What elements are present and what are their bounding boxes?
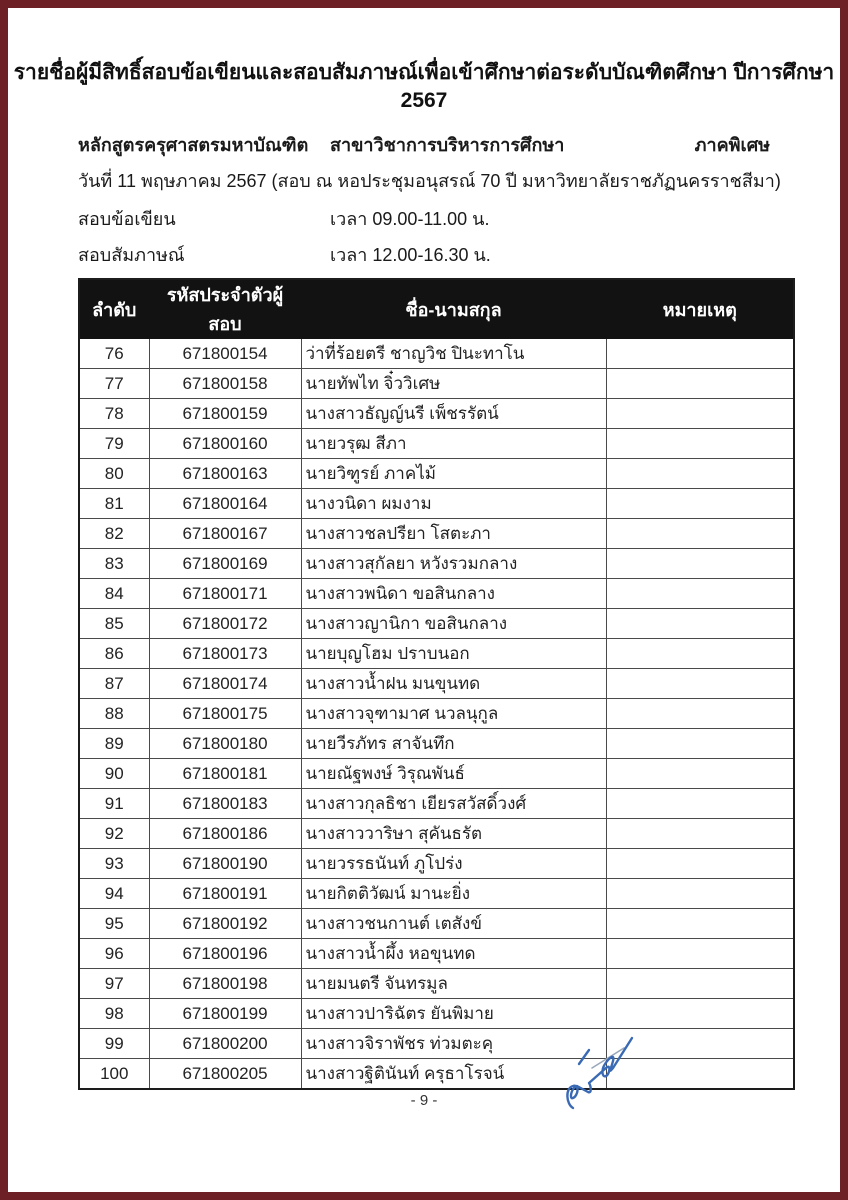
exam-date-line: วันที่ 11 พฤษภาคม 2567 (สอบ ณ หอประชุมอนุสรณ์ 70 ปี มหาวิทยาลัยราชภัฏนครราชสีมา) (78, 171, 781, 191)
name-cell: นางสาวน้ำผึ้ง หอขุนทด (301, 939, 606, 969)
name-cell: นายกิตติวัฒน์ มานะยิ่ง (301, 879, 606, 909)
table-row (79, 1029, 794, 1059)
remark-cell (606, 549, 794, 579)
row-number-cell: 90 (79, 759, 149, 789)
exam-id-cell: 671800181 (149, 759, 301, 789)
remark-cell (606, 639, 794, 669)
table-row (79, 789, 794, 819)
table-row (79, 459, 794, 489)
table-row (79, 519, 794, 549)
name-cell: นายวรุฒ สีภา (301, 429, 606, 459)
row-number-cell: 79 (79, 429, 149, 459)
table-header-row (79, 279, 794, 339)
row-number-cell: 78 (79, 399, 149, 429)
row-number-cell: 88 (79, 699, 149, 729)
exam-id-cell: 671800171 (149, 579, 301, 609)
remark-cell (606, 429, 794, 459)
written-exam-label: สอบข้อเขียน (78, 209, 176, 229)
exam-id-cell: 671800175 (149, 699, 301, 729)
name-cell: นายวรรธนันท์ ภูโปร่ง (301, 849, 606, 879)
name-cell: นางสาวชลปรียา โสตะภา (301, 519, 606, 549)
name-cell: นางสาวจิราพัชร ท่วมตะคุ (301, 1029, 606, 1059)
name-cell: นางสาวญานิกา ขอสินกลาง (301, 609, 606, 639)
name-cell: นางวนิดา ผมงาม (301, 489, 606, 519)
exam-id-cell: 671800167 (149, 519, 301, 549)
name-cell: นางสาวปาริฉัตร ยันพิมาย (301, 999, 606, 1029)
page-number: - 9 - (410, 1092, 438, 1109)
row-number-cell: 100 (79, 1059, 149, 1090)
table-row (79, 639, 794, 669)
program-line (78, 130, 770, 159)
interview-exam-line (78, 240, 770, 269)
name-cell: นายบุญโฮม ปราบนอก (301, 639, 606, 669)
remark-cell (606, 909, 794, 939)
table-row (79, 849, 794, 879)
table-row (79, 579, 794, 609)
exam-id-cell: 671800159 (149, 399, 301, 429)
table-row (79, 909, 794, 939)
row-number-cell: 98 (79, 999, 149, 1029)
table-row (79, 1059, 794, 1090)
row-number-cell: 86 (79, 639, 149, 669)
row-number-cell: 82 (79, 519, 149, 549)
column-header-remark: หมายเหตุ (606, 279, 794, 339)
row-number-cell: 93 (79, 849, 149, 879)
table-row (79, 429, 794, 459)
row-number-cell: 87 (79, 669, 149, 699)
exam-id-cell: 671800186 (149, 819, 301, 849)
name-cell: นางสาวฐิตินันท์ ครุธาโรจน์ (301, 1059, 606, 1090)
remark-cell (606, 699, 794, 729)
table-row (79, 759, 794, 789)
exam-id-cell: 671800205 (149, 1059, 301, 1090)
row-number-cell: 99 (79, 1029, 149, 1059)
name-cell: นางสาวสุกัลยา หวังรวมกลาง (301, 549, 606, 579)
remark-cell (606, 789, 794, 819)
exam-id-cell: 671800158 (149, 369, 301, 399)
name-cell: นายณัฐพงษ์ วิรุณพันธ์ (301, 759, 606, 789)
name-cell: นายวีรภัทร สาจันทึก (301, 729, 606, 759)
exam-id-cell: 671800191 (149, 879, 301, 909)
exam-id-cell: 671800199 (149, 999, 301, 1029)
table-row (79, 879, 794, 909)
name-cell: นางสาวธัญญ์นรี เพ็ชรรัตน์ (301, 399, 606, 429)
name-cell: นางสาวกุลธิชา เยียรสวัสดิ์วงศ์ (301, 789, 606, 819)
exam-id-cell: 671800174 (149, 669, 301, 699)
remark-cell (606, 519, 794, 549)
name-cell: นายทัพไท จิ๋ววิเศษ (301, 369, 606, 399)
remark-cell (606, 369, 794, 399)
row-number-cell: 84 (79, 579, 149, 609)
row-number-cell: 97 (79, 969, 149, 999)
remark-cell (606, 819, 794, 849)
row-number-cell: 81 (79, 489, 149, 519)
row-number-cell: 76 (79, 339, 149, 369)
program-name: หลักสูตรครุศาสตรมหาบัณฑิต (78, 135, 309, 155)
name-cell: นายวิฑูรย์ ภาคไม้ (301, 459, 606, 489)
exam-id-cell: 671800183 (149, 789, 301, 819)
remark-cell (606, 969, 794, 999)
remark-cell (606, 459, 794, 489)
exam-id-cell: 671800164 (149, 489, 301, 519)
major-name: สาขาวิชาการบริหารการศึกษา (330, 135, 565, 155)
remark-cell (606, 939, 794, 969)
exam-id-cell: 671800200 (149, 1029, 301, 1059)
remark-cell (606, 339, 794, 369)
written-exam-time: เวลา 09.00-11.00 น. (330, 209, 490, 229)
remark-cell (606, 729, 794, 759)
name-cell: นางสาวพนิดา ขอสินกลาง (301, 579, 606, 609)
name-cell: ว่าที่ร้อยตรี ชาญวิช ปินะทาโน (301, 339, 606, 369)
column-header-order: ลำดับ (79, 279, 149, 339)
exam-id-cell: 671800192 (149, 909, 301, 939)
table-row (79, 549, 794, 579)
table-row (79, 699, 794, 729)
name-cell: นางสาวชนกานต์ เตสังข์ (301, 909, 606, 939)
column-header-exam-id: รหัสประจำตัวผู้สอบ (149, 279, 301, 339)
row-number-cell: 91 (79, 789, 149, 819)
exam-id-cell: 671800173 (149, 639, 301, 669)
table-row (79, 399, 794, 429)
remark-cell (606, 399, 794, 429)
column-header-name: ชื่อ-นามสกุล (301, 279, 606, 339)
name-cell: นางสาววาริษา สุคันธรัต (301, 819, 606, 849)
table-header (79, 279, 794, 339)
remark-cell (606, 879, 794, 909)
remark-cell (606, 759, 794, 789)
table-row (79, 999, 794, 1029)
interview-exam-time: เวลา 12.00-16.30 น. (330, 245, 491, 265)
row-number-cell: 77 (79, 369, 149, 399)
remark-cell (606, 849, 794, 879)
row-number-cell: 85 (79, 609, 149, 639)
table-row (79, 969, 794, 999)
session-type: ภาคพิเศษ (694, 135, 770, 155)
exam-id-cell: 671800180 (149, 729, 301, 759)
table-row (79, 369, 794, 399)
exam-id-cell: 671800160 (149, 429, 301, 459)
exam-id-cell: 671800169 (149, 549, 301, 579)
page-title: รายชื่อผู้มีสิทธิ์สอบข้อเขียนและสอบสัมภาษณ์เพื่อเข้าศึกษาต่อระดับบัณฑิตศึกษา ปีการศึกษา 2567 (13, 61, 835, 112)
table-row (79, 669, 794, 699)
remark-cell (606, 489, 794, 519)
row-number-cell: 92 (79, 819, 149, 849)
row-number-cell: 96 (79, 939, 149, 969)
table-row (79, 489, 794, 519)
row-number-cell: 95 (79, 909, 149, 939)
exam-id-cell: 671800198 (149, 969, 301, 999)
written-exam-line (78, 204, 770, 233)
table-row (79, 729, 794, 759)
table-row (79, 819, 794, 849)
name-cell: นายมนตรี จันทรมูล (301, 969, 606, 999)
interview-exam-label: สอบสัมภาษณ์ (78, 245, 185, 265)
exam-id-cell: 671800163 (149, 459, 301, 489)
name-cell: นางสาวน้ำฝน มนขุนทด (301, 669, 606, 699)
exam-id-cell: 671800154 (149, 339, 301, 369)
row-number-cell: 89 (79, 729, 149, 759)
table-row (79, 939, 794, 969)
table-row (79, 609, 794, 639)
name-cell: นางสาวจุฑามาศ นวลนุกูล (301, 699, 606, 729)
row-number-cell: 94 (79, 879, 149, 909)
row-number-cell: 83 (79, 549, 149, 579)
exam-id-cell: 671800196 (149, 939, 301, 969)
remark-cell (606, 609, 794, 639)
remark-cell (606, 579, 794, 609)
exam-id-cell: 671800172 (149, 609, 301, 639)
row-number-cell: 80 (79, 459, 149, 489)
remark-cell (606, 669, 794, 699)
table-row (79, 339, 794, 369)
exam-id-cell: 671800190 (149, 849, 301, 879)
candidates-table (78, 278, 795, 1090)
table-body (79, 339, 794, 1090)
